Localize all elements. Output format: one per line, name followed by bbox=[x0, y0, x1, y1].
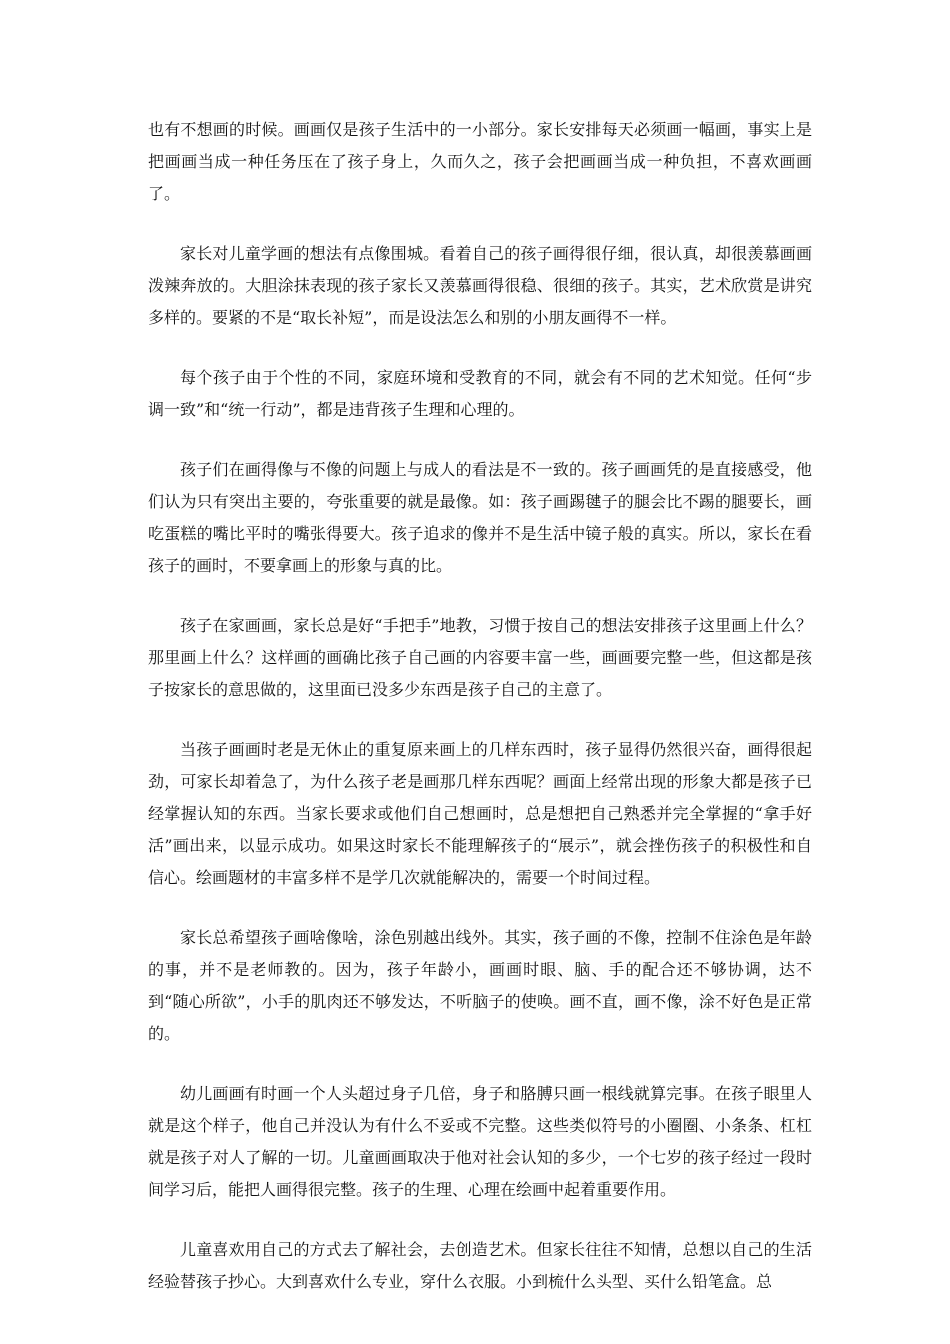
paragraph-5: 孩子在家画画，家长总是好“手把手”地教，习惯于按自己的想法安排孩子这里画上什么？那里画上什么？这样画的画确比孩子自己画的内容要丰富一些，画画要完整一些，但这都是孩子按家长的意思做的，这里面已没多少东西是孩子自己的主意了。 bbox=[148, 616, 812, 699]
paragraph-1: 也有不想画的时候。画画仅是孩子生活中的一小部分。家长安排每天必须画一幅画，事实上是把画画当成一种任务压在了孩子身上，久而久之，孩子会把画画当成一种负担，不喜欢画画了。 bbox=[148, 120, 812, 203]
paragraph-3: 每个孩子由于个性的不同，家庭环境和受教育的不同，就会有不同的艺术知觉。任何“步调一致”和“统一行动”，都是违背孩子生理和心理的。 bbox=[148, 368, 812, 419]
paragraph-4: 孩子们在画得像与不像的问题上与成人的看法是不一致的。孩子画画凭的是直接感受，他们认为只有突出主要的，夸张重要的就是最像。如：孩子画踢毽子的腿会比不踢的腿要长，画吃蛋糕的嘴比平时的嘴张得要大。孩子追求的像并不是生活中镜子般的真实。所以，家长在看孩子的画时，不要拿画上的形象与真的比。 bbox=[148, 460, 812, 575]
paragraph-6: 当孩子画画时老是无休止的重复原来画上的几样东西时，孩子显得仍然很兴奋，画得很起劲，可家长却着急了，为什么孩子老是画那几样东西呢？画面上经常出现的形象大都是孩子已经掌握认知的东西。当家长要求或他们自己想画时，总是想把自己熟悉并完全掌握的“拿手好活”画出来，以显示成功。如果这时家长不能理解孩子的“展示”，就会挫伤孩子的积极性和自信心。绘画题材的丰富多样不是学几次就能解决的，需要一个时间过程。 bbox=[148, 740, 812, 887]
paragraph-9: 儿童喜欢用自己的方式去了解社会，去创造艺术。但家长往往不知情，总想以自己的生活经验替孩子抄心。大到喜欢什么专业，穿什么衣服。小到梳什么头型、买什么铅笔盒。总 bbox=[148, 1240, 812, 1291]
paragraph-7: 家长总希望孩子画啥像啥，涂色别越出线外。其实，孩子画的不像，控制不住涂色是年龄的事，并不是老师教的。因为，孩子年龄小，画画时眼、脑、手的配合还不够协调，达不到“随心所欲”，小手的肌肉还不够发达，不听脑子的使唤。画不直，画不像，涂不好色是正常的。 bbox=[148, 928, 812, 1043]
paragraph-8: 幼儿画画有时画一个人头超过身子几倍，身子和胳膊只画一根线就算完事。在孩子眼里人就是这个样子，他自己并没认为有什么不妥或不完整。这些类似符号的小圈圈、小条条、杠杠就是孩子对人了解的一切。儿童画画取决于他对社会认知的多少，一个七岁的孩子经过一段时间学习后，能把人画得很完整。孩子的生理、心理在绘画中起着重要作用。 bbox=[148, 1084, 812, 1199]
paragraph-2: 家长对儿童学画的想法有点像围城。看着自己的孩子画得很仔细，很认真，却很羡慕画画泼辣奔放的。大胆涂抹表现的孩子家长又羡慕画得很稳、很细的孩子。其实，艺术欣赏是讲究多样的。要紧的不是“取长补短”，而是设法怎么和别的小朋友画得不一样。 bbox=[148, 244, 812, 327]
article-body bbox=[148, 114, 812, 1326]
